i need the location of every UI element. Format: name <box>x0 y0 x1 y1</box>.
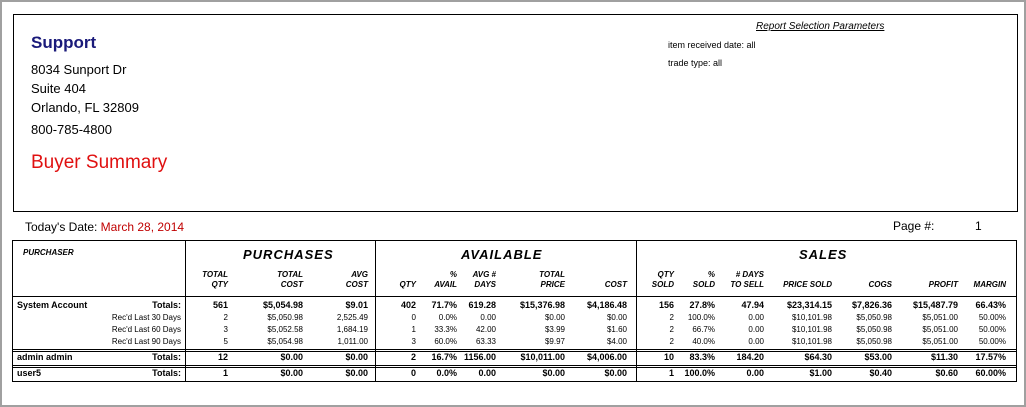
column-header-pct-avail: % <box>449 270 457 279</box>
row-divider <box>13 349 1016 350</box>
column-header-pct-sold: SOLD <box>692 280 715 289</box>
column-header-qty-sold: QTY <box>657 270 674 279</box>
column-header-cost: COST <box>604 280 627 289</box>
cell-profit: $0.60 <box>935 368 958 378</box>
cell-avg-days: 1156.00 <box>463 352 496 362</box>
cell-total-cost: $0.00 <box>280 368 303 378</box>
column-header-avg-days: AVG # <box>472 270 496 279</box>
cell-avg-days: 0.00 <box>478 368 496 378</box>
purchaser-name: user5 <box>17 368 42 378</box>
cell-profit: $5,051.00 <box>922 337 958 346</box>
cell-avg-cost: 1,011.00 <box>335 337 368 346</box>
column-header-qty: QTY <box>399 280 416 289</box>
cell-cogs: $5,050.98 <box>856 325 892 334</box>
cell-total-qty: 1 <box>222 368 228 378</box>
column-header-total-price: TOTAL <box>539 270 565 279</box>
cell-avg-cost: $0.00 <box>345 368 368 378</box>
group-purchases: PURCHASES <box>243 247 334 262</box>
cell-pct-avail: 60.0% <box>434 337 457 346</box>
cell-total-qty: 561 <box>212 300 228 310</box>
column-header-days-to-sell: TO SELL <box>730 280 764 289</box>
page-label: Page #: <box>893 219 935 233</box>
column-header-price-sold: PRICE SOLD <box>783 280 832 289</box>
cell-price-sold: $10,101.98 <box>791 337 832 346</box>
cell-pct-sold: 100.0% <box>687 313 715 322</box>
column-header-cogs: COGS <box>868 280 892 289</box>
cell-cogs: $5,050.98 <box>856 337 892 346</box>
cell-qty-sold: 1 <box>668 368 674 378</box>
cell-total-cost: $5,054.98 <box>267 337 303 346</box>
cell-pct-sold: 83.3% <box>689 352 715 362</box>
cell-total-cost: $0.00 <box>280 352 303 362</box>
cell-avg-cost: 1,684.19 <box>334 325 368 334</box>
cell-qty: 1 <box>411 325 416 334</box>
cell-days-to-sell: 0.00 <box>746 368 764 378</box>
cell-qty-sold: 156 <box>658 300 674 310</box>
cell-cost: $0.00 <box>604 368 627 378</box>
group-available: AVAILABLE <box>461 247 543 262</box>
summary-table <box>12 240 1017 382</box>
cell-pct-sold: 27.8% <box>689 300 715 310</box>
cell-total-price: $0.00 <box>542 368 565 378</box>
cell-pct-sold: 100.0% <box>684 368 715 378</box>
param-item: item received date: all <box>668 40 756 50</box>
cell-avg-days: 42.00 <box>475 325 496 334</box>
cell-price-sold: $10,101.98 <box>791 325 832 334</box>
param-item: trade type: all <box>668 58 723 68</box>
cell-days-to-sell: 0.00 <box>748 337 764 346</box>
cell-cost: $4,186.48 <box>586 300 627 310</box>
cell-price-sold: $1.00 <box>809 368 832 378</box>
cell-total-qty: 5 <box>223 337 228 346</box>
params-title: Report Selection Parameters <box>756 21 885 32</box>
cell-margin: 60.00% <box>975 368 1006 378</box>
cell-total-cost: $5,050.98 <box>267 313 303 322</box>
cell-qty: 3 <box>411 337 416 346</box>
cell-avg-cost: 2,525.49 <box>334 313 368 322</box>
column-header-pct-sold: % <box>707 270 715 279</box>
company-address-line2: Suite 404 <box>31 81 86 96</box>
column-header-total-cost: TOTAL <box>277 270 303 279</box>
cell-margin: 50.00% <box>978 325 1006 334</box>
cell-qty-sold: 2 <box>669 325 674 334</box>
date-label: Today's Date: <box>25 220 98 234</box>
cell-cogs: $53.00 <box>864 352 892 362</box>
cell-cost: $4,006.00 <box>586 352 627 362</box>
cell-pct-avail: 33.3% <box>434 325 457 334</box>
column-header-qty-sold: SOLD <box>651 280 674 289</box>
purchaser-name: admin admin <box>17 352 73 362</box>
cell-pct-sold: 40.0% <box>692 337 715 346</box>
cell-pct-avail: 0.0% <box>438 313 457 322</box>
purchaser-header: PURCHASER <box>23 248 74 257</box>
row-label: Totals: <box>152 300 181 310</box>
cell-cost: $0.00 <box>606 313 627 322</box>
cell-qty-sold: 2 <box>669 313 674 322</box>
row-label: Totals: <box>152 368 181 378</box>
cell-total-cost: $5,052.58 <box>267 325 303 334</box>
cell-profit: $11.30 <box>930 352 958 362</box>
column-header-total-cost: COST <box>280 280 303 289</box>
cell-total-price: $9.97 <box>544 337 565 346</box>
group-sales: SALES <box>799 247 848 262</box>
column-header-avg-days: DAYS <box>474 280 496 289</box>
column-header-margin: MARGIN <box>973 280 1006 289</box>
row-label: Rec'd Last 90 Days <box>111 337 181 346</box>
column-header-pct-avail: AVAIL <box>434 280 457 289</box>
todays-date <box>25 220 184 234</box>
cell-avg-cost: $0.00 <box>345 352 368 362</box>
column-header-total-qty: TOTAL <box>202 270 228 279</box>
row-label: Rec'd Last 60 Days <box>111 325 181 334</box>
column-header-avg-cost: COST <box>345 280 368 289</box>
cell-total-price: $3.99 <box>544 325 565 334</box>
cell-profit: $15,487.79 <box>912 300 958 310</box>
company-name: Support <box>31 33 97 52</box>
cell-qty-sold: 2 <box>669 337 674 346</box>
cell-total-qty: 12 <box>217 352 228 362</box>
company-phone: 800-785-4800 <box>31 122 112 137</box>
cell-avg-days: 0.00 <box>480 313 496 322</box>
cell-pct-sold: 66.7% <box>692 325 715 334</box>
divider <box>636 241 637 381</box>
cell-days-to-sell: 0.00 <box>748 325 764 334</box>
column-header-total-price: PRICE <box>540 280 565 289</box>
cell-price-sold: $64.30 <box>804 352 832 362</box>
company-city-line: Orlando, FL 32809 <box>31 100 139 115</box>
header-divider <box>13 296 1016 297</box>
column-header-avg-cost: AVG <box>351 270 368 279</box>
cell-margin: 50.00% <box>978 337 1006 346</box>
cell-cogs: $5,050.98 <box>856 313 892 322</box>
cell-qty: 402 <box>400 300 416 310</box>
cell-total-cost: $5,054.98 <box>262 300 303 310</box>
cell-cost: $4.00 <box>606 337 627 346</box>
cell-cogs: $7,826.36 <box>851 300 892 310</box>
cell-profit: $5,051.00 <box>922 313 958 322</box>
purchaser-name: System Account <box>17 300 88 310</box>
column-header-profit: PROFIT <box>928 280 958 289</box>
date-value: March 28, 2014 <box>100 220 185 234</box>
cell-total-price: $15,376.98 <box>519 300 565 310</box>
row-label: Rec'd Last 30 Days <box>111 313 181 322</box>
cell-days-to-sell: 184.20 <box>736 352 764 362</box>
cell-days-to-sell: 47.94 <box>741 300 764 310</box>
cell-cogs: $0.40 <box>869 368 892 378</box>
divider <box>375 241 376 381</box>
report-title: Buyer Summary <box>31 152 168 173</box>
company-address-line1: 8034 Sunport Dr <box>31 62 127 77</box>
cell-margin: 17.57% <box>975 352 1006 362</box>
row-label: Totals: <box>152 352 181 362</box>
cell-pct-avail: 16.7% <box>431 352 457 362</box>
cell-total-price: $0.00 <box>544 313 565 322</box>
column-header-days-to-sell: # DAYS <box>735 270 764 279</box>
report-header <box>13 14 1018 212</box>
column-header-total-qty: QTY <box>211 280 228 289</box>
cell-days-to-sell: 0.00 <box>748 313 764 322</box>
cell-total-qty: 3 <box>223 325 228 334</box>
cell-pct-avail: 71.7% <box>431 300 457 310</box>
cell-total-qty: 2 <box>223 313 228 322</box>
cell-avg-days: 63.33 <box>475 337 496 346</box>
cell-profit: $5,051.00 <box>922 325 958 334</box>
cell-cost: $1.60 <box>606 325 627 334</box>
cell-price-sold: $23,314.15 <box>786 300 832 310</box>
cell-margin: 50.00% <box>978 313 1006 322</box>
cell-qty-sold: 10 <box>663 352 674 362</box>
cell-qty: 2 <box>410 352 416 362</box>
cell-total-price: $10,011.00 <box>520 352 565 362</box>
row-divider <box>13 365 1016 366</box>
cell-avg-days: 619.28 <box>468 300 496 310</box>
cell-price-sold: $10,101.98 <box>791 313 832 322</box>
cell-avg-cost: $9.01 <box>345 300 368 310</box>
cell-margin: 66.43% <box>975 300 1006 310</box>
cell-qty: 0 <box>411 313 416 322</box>
page-number: 1 <box>975 219 982 233</box>
cell-pct-avail: 0.0% <box>436 368 457 378</box>
cell-qty: 0 <box>410 368 416 378</box>
